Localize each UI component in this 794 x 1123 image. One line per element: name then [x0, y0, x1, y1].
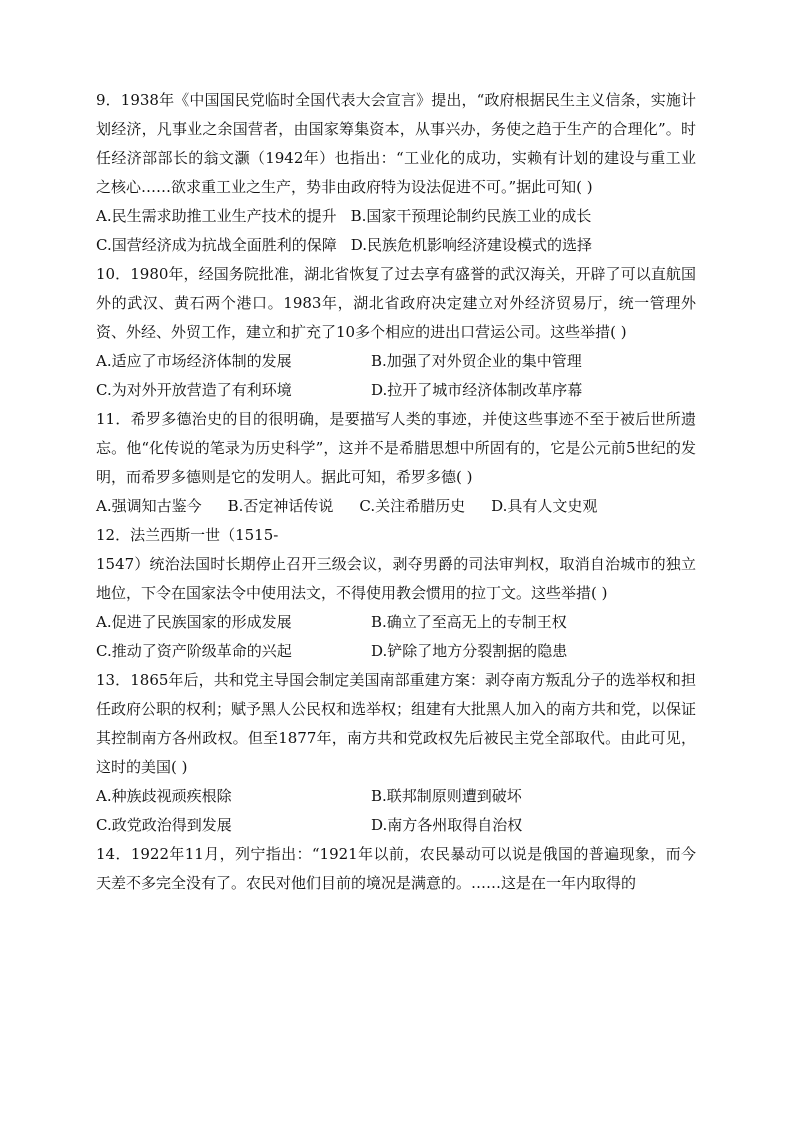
- question-stem: 14．1922年11月，列宁指出：“1921年以前，农民暴动可以说是俄国的普遍现象，而今天差不多完全没有了。农民对他们目前的境况是满意的。……这是在一年内取得的: [96, 845, 696, 892]
- option-a: A.促进了民族国家的形成发展: [96, 613, 292, 631]
- option-row: [96, 637, 696, 666]
- option-row: [96, 608, 696, 637]
- option-a: A.强调知古鉴今: [96, 497, 202, 515]
- option-row: [96, 492, 696, 521]
- option-d: D.铲除了地方分裂割据的隐患: [371, 642, 568, 660]
- option-b: B.联邦制原则遭到破坏: [371, 787, 522, 805]
- option-c: C.推动了资产阶级革命的兴起: [96, 642, 292, 660]
- option-row: [96, 347, 696, 376]
- option-c: C.政党政治得到发展: [96, 816, 232, 834]
- question-14: [96, 840, 696, 898]
- question-stem: 9．1938年《中国国民党临时全国代表大会宣言》提出，“政府根据民生主义信条，实施计划经济，凡事业之余国营者，由国家筹集资本，从事兴办，务使之趋于生产的合理化”。时任经济部部长的翁文灏（1942年）也指出：“工业化的成功，实赖有计划的建设与重工业之核心……欲求重工业之生产，势非由政府特为设法促进不可。”据此可知( ): [96, 91, 696, 196]
- option-a: A.适应了市场经济体制的发展: [96, 352, 292, 370]
- option-b: B.否定神话传说: [227, 497, 334, 515]
- question-13: [96, 666, 696, 840]
- question-stem-line1: 12．法兰西斯一世（1515-: [96, 526, 279, 544]
- question-stem: 11．希罗多德治史的目的很明确，是要描写人类的事迹，并使这些事迹不至于被后世所遗忘。他“化传说的笔录为历史科学”，这并不是希腊思想中所固有的，它是公元前5世纪的发明，而希罗多德则是它的发明人。据此可知，希罗多德( ): [96, 410, 696, 486]
- option-a: A.种族歧视顽疾根除: [96, 787, 232, 805]
- option-c: C.国营经济成为抗战全面胜利的保障: [96, 236, 337, 254]
- option-d: D.具有人文史观: [491, 497, 598, 515]
- document-page: [96, 86, 696, 898]
- option-row: [96, 202, 696, 231]
- question-stem: 1547）统治法国时长期停止召开三级会议，剥夺男爵的司法审判权，取消自治城市的独立地位，下令在国家法令中使用法文，不得使用教会惯用的拉丁文。这些举措( ): [96, 555, 696, 602]
- option-row: [96, 376, 696, 405]
- option-row: [96, 782, 696, 811]
- option-b: B.确立了至高无上的专制王权: [371, 613, 567, 631]
- question-stem: 10．1980年，经国务院批准，湖北省恢复了过去享有盛誉的武汉海关，开辟了可以直航国外的武汉、黄石两个港口。1983年，湖北省政府决定建立对外经济贸易厅，统一管理外资、外经、外贸工作，建立和扩充了10多个相应的进出口营运公司。这些举措( ): [96, 265, 696, 341]
- question-stem: 13．1865年后，共和党主导国会制定美国南部重建方案：剥夺南方叛乱分子的选举权和担任政府公职的权利；赋予黑人公民权和选举权；组建有大批黑人加入的南方共和党，以保证其控制南方各州政权。但至1877年，南方共和党政权先后被民主党全部取代。由此可见，这时的美国( ): [96, 671, 697, 776]
- option-b: B.国家干预理论制约民族工业的成长: [350, 207, 592, 225]
- option-d: D.拉开了城市经济体制改革序幕: [371, 381, 583, 399]
- option-b: B.加强了对外贸企业的集中管理: [371, 352, 582, 370]
- question-12: [96, 521, 696, 666]
- option-a: A.民生需求助推工业生产技术的提升: [96, 207, 337, 225]
- option-d: D.民族危机影响经济建设模式的选择: [350, 236, 592, 254]
- option-d: D.南方各州取得自治权: [371, 816, 523, 834]
- option-row: [96, 811, 696, 840]
- option-c: C.关注希腊历史: [359, 497, 466, 515]
- question-10: [96, 260, 696, 405]
- option-row: [96, 231, 696, 260]
- question-9: [96, 86, 696, 260]
- option-c: C.为对外开放营造了有利环境: [96, 381, 292, 399]
- question-11: [96, 405, 696, 521]
